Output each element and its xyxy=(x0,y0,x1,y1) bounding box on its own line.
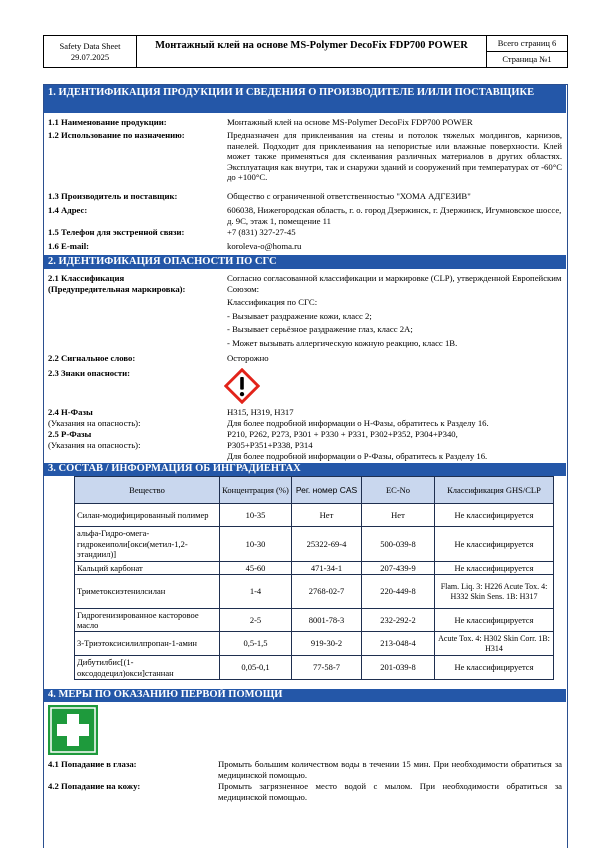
product-name-label: 1.1 Наименование продукции: xyxy=(48,117,167,127)
intended-use-value: Предназначен для приклеивания на стены и потолок тяжелых молдингов, карнизов, панелей. Подходит для приклеивания на непористые или влажные поверхности. Клей может также применяться для склеивания различных материалов в других областях. Эксплуатация как внутри, так и снаружи зданий и сооружений при температурах от -60°С до +100°С. xyxy=(227,130,562,182)
cell-ec: 201-039-8 xyxy=(362,656,435,680)
pages-total: Всего страниц 6 xyxy=(487,36,567,52)
address-value: 606038, Нижегородская область, г. о. город Дзержинск, г. Дзержинск, Игумновское шоссе, д. 9С, этаж 1, помещение 11 xyxy=(227,205,562,226)
cell-ec: 213-048-4 xyxy=(362,632,435,656)
h-phrases-value-block xyxy=(227,407,562,428)
cell-ec: 207-439-9 xyxy=(362,562,435,575)
cell-classification: Flam. Liq. 3: H226 Acute Tox. 4: H332 Skin Sens. 1B: H317 xyxy=(435,575,554,609)
signal-word-row xyxy=(48,353,562,364)
cell-concentration: 2-5 xyxy=(220,609,292,632)
classification-ghs: Классификация по СГС: xyxy=(227,297,318,307)
p-phrases-value-block xyxy=(227,429,562,462)
section-4-title: 4. МЕРЫ ПО ОКАЗАНИЮ ПЕРВОЙ ПОМОЩИ xyxy=(44,689,566,702)
cell-ec: Нет xyxy=(362,504,435,527)
email-label: 1.6 E-mail: xyxy=(48,241,90,251)
cell-concentration: 10-30 xyxy=(220,527,292,562)
phone-value: +7 (831) 327-27-45 xyxy=(227,227,296,237)
signal-word-value: Осторожно xyxy=(227,353,269,363)
col-concentration: Концентрация (%) xyxy=(220,477,292,504)
manufacturer-row xyxy=(48,191,562,202)
intended-use-row xyxy=(48,130,562,190)
table-row xyxy=(75,504,554,527)
p-phrases-value-1: P210, P262, P273, P301 + P330 + P331, P302+P352, P304+P340, xyxy=(227,429,458,439)
classification-row xyxy=(48,273,562,348)
cell-substance: Дибутилбис[(1-оксододецил)окси]станнан xyxy=(75,656,220,680)
cell-cas: Нет xyxy=(292,504,362,527)
document-header xyxy=(43,35,568,68)
cell-ec: 220-449-8 xyxy=(362,575,435,609)
email-value: koroleva-o@homa.ru xyxy=(227,241,302,251)
section-1-title: 1. ИДЕНТИФИКАЦИЯ ПРОДУКЦИИ И СВЕДЕНИЯ О ПРОИЗВОДИТЕЛЕ И/ИЛИ ПОСТАВЩИКЕ xyxy=(44,85,566,113)
cell-substance: Гидрогенизированное касторовое масло xyxy=(75,609,220,632)
h-phrases-value: H315, H319, H317 xyxy=(227,407,294,417)
product-name-row xyxy=(48,117,562,128)
cell-cas: 471-34-1 xyxy=(292,562,362,575)
table-row xyxy=(75,609,554,632)
classification-label-2: (Предупредительная маркировка): xyxy=(48,284,186,294)
eye-contact-value: Промыть большим количеством воды в течении 15 мин. При необходимости обратиться за медицинской помощью. xyxy=(218,759,562,780)
doc-title: Монтажный клей на основе MS-Polymer DecoFix FDP700 POWER xyxy=(137,36,487,67)
manufacturer-value: Общество с ограниченной ответственностью "ХОМА АДГЕЗИВ" xyxy=(227,191,471,201)
hazard-eyes: - Вызывает серьёзное раздражение глаз, класс 2А; xyxy=(227,324,413,334)
intended-use-label: 1.2 Использование по назначению: xyxy=(48,130,185,140)
first-aid-icon xyxy=(48,705,98,755)
composition-table xyxy=(74,476,554,680)
section-2-title: 2. ИДЕНТИФИКАЦИЯ ОПАСНОСТИ ПО СГС xyxy=(44,255,566,269)
document-body xyxy=(43,84,568,848)
address-row xyxy=(48,205,562,227)
cell-concentration: 0,05-0,1 xyxy=(220,656,292,680)
table-row xyxy=(75,656,554,680)
classification-label: 2.1 Классификация xyxy=(48,273,125,283)
cell-ec: 500-039-8 xyxy=(362,527,435,562)
cell-classification: Не классифицируется xyxy=(435,504,554,527)
page-info xyxy=(487,36,567,67)
product-name-value: Монтажный клей на основе MS-Polymer DecoFix FDP700 POWER xyxy=(227,117,473,127)
pictogram-label: 2.3 Знаки опасности: xyxy=(48,368,131,378)
eye-contact-row xyxy=(48,759,562,781)
classification-value xyxy=(227,273,562,348)
col-substance: Вещество xyxy=(75,477,220,504)
eye-contact-label: 4.1 Попадание в глаза: xyxy=(48,759,137,769)
doc-meta xyxy=(44,36,137,67)
cell-concentration: 1-4 xyxy=(220,575,292,609)
cell-cas: 8001-78-3 xyxy=(292,609,362,632)
h-phrases-note: Для более подробной информации о H-Фазы, обратитесь к Разделу 16. xyxy=(227,417,489,428)
p-phrases-label: 2.5 P-Фазы xyxy=(48,429,92,439)
h-phrases-row xyxy=(48,407,562,429)
skin-contact-value: Промыть загрязненное место водой с мылом. При необходимости обратиться за медицинской помощью. xyxy=(218,781,562,802)
cell-substance: альфа-Гидро-омега-гидрокеиполи[окси(метил-1,2-этандиил)] xyxy=(75,527,220,562)
cell-cas: 919-30-2 xyxy=(292,632,362,656)
doc-type: Safety Data Sheet xyxy=(59,41,121,51)
table-row xyxy=(75,632,554,656)
cell-substance: 3-Триэтоксисилилпропан-1-амин xyxy=(75,632,220,656)
table-row xyxy=(75,562,554,575)
pictogram-row xyxy=(48,368,562,379)
phone-label: 1.5 Телефон для экстренной связи: xyxy=(48,227,185,237)
cell-classification: Не классифицируется xyxy=(435,562,554,575)
cell-cas: 77-58-7 xyxy=(292,656,362,680)
table-row xyxy=(75,527,554,562)
col-classification: Классификация GHS/CLP xyxy=(435,477,554,504)
exclamation-hazard-icon xyxy=(224,368,260,404)
signal-word-label: 2.2 Сигнальное слово: xyxy=(48,353,136,363)
cell-substance: Триметоксиэтенилсилан xyxy=(75,575,220,609)
manufacturer-label: 1.3 Производитель и поставщик: xyxy=(48,191,178,201)
doc-date: 29.07.2025 xyxy=(70,52,110,62)
email-row xyxy=(48,241,562,252)
cell-classification: Не классифицируется xyxy=(435,609,554,632)
p-phrases-label-2: (Указания на опасность): xyxy=(48,440,141,450)
p-phrases-value-2: P305+P351+P338, P314 xyxy=(227,439,313,450)
cell-concentration: 45-60 xyxy=(220,562,292,575)
h-phrases-label: 2.4 H-Фазы xyxy=(48,407,93,417)
page-current: Страница №1 xyxy=(502,54,552,64)
cell-classification: Acute Tox. 4: H302 Skin Corr. 1B: H314 xyxy=(435,632,554,656)
cell-cas: 25322-69-4 xyxy=(292,527,362,562)
cell-cas: 2768-02-7 xyxy=(292,575,362,609)
p-phrases-note: Для более подробной информации о Р-Фазы, обратитесь к Разделу 16. xyxy=(227,451,488,461)
cell-classification: Не классифицируется xyxy=(435,527,554,562)
skin-contact-label: 4.2 Попадание на кожу: xyxy=(48,781,141,791)
hazard-skin: - Вызывает раздражение кожи, класс 2; xyxy=(227,310,372,321)
table-header-row xyxy=(75,477,554,504)
cell-ec: 232-292-2 xyxy=(362,609,435,632)
section-3-title: 3. СОСТАВ / ИНФОРМАЦИЯ ОБ ИНГРАДИЕНТАХ xyxy=(44,463,566,476)
cell-classification: Не классифицируется xyxy=(435,656,554,680)
phone-row xyxy=(48,227,562,238)
cell-substance: Кальций карбонат xyxy=(75,562,220,575)
address-label: 1.4 Адрес: xyxy=(48,205,88,215)
skin-contact-row xyxy=(48,781,562,803)
h-phrases-label-2: (Указания на опасность): xyxy=(48,418,141,428)
cell-concentration: 10-35 xyxy=(220,504,292,527)
cell-concentration: 0,5-1,5 xyxy=(220,632,292,656)
classification-clp: Согласно согласованной классификации и маркировке (CLP), утвержденной Европейским Союзом: xyxy=(227,273,562,294)
hazard-allergy: - Может вызывать аллергическую кожную реакцию, класс 1B. xyxy=(227,337,458,348)
col-ec: EC-No xyxy=(362,477,435,504)
table-row xyxy=(75,575,554,609)
cell-substance: Силан-модифицированный полимер xyxy=(75,504,220,527)
col-cas: Рег. номер CAS xyxy=(292,477,362,504)
